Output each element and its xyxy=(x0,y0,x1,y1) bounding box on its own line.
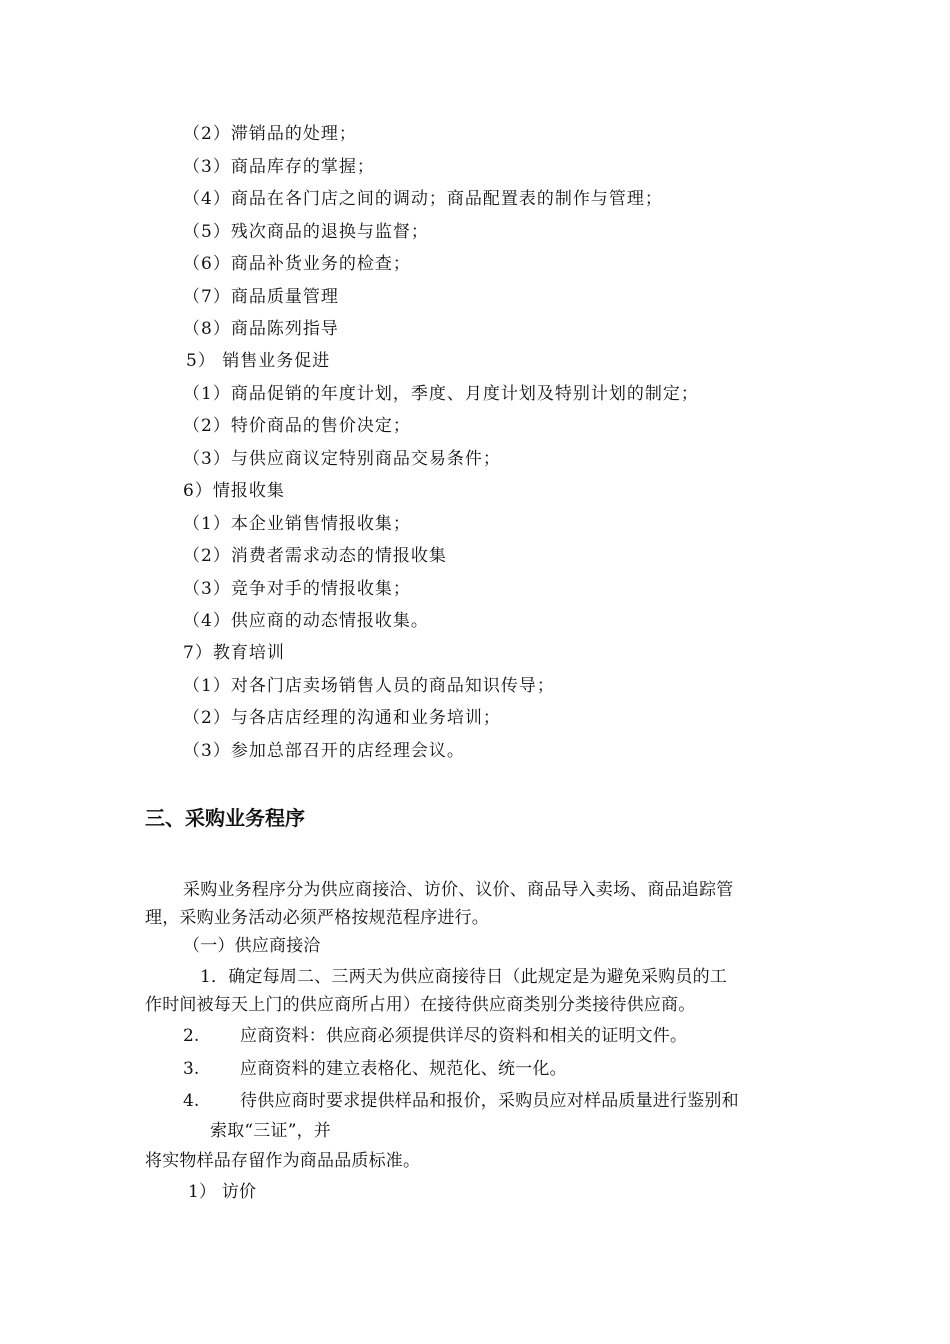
paragraph-line: 将实物样品存留作为商品品质标准。 xyxy=(145,1151,421,1171)
sub-item-title: 1） 访价 xyxy=(188,1182,257,1202)
list-item: （3）竞争对手的情报收集； xyxy=(183,579,411,599)
list-item: （2）特价商品的售价决定； xyxy=(183,416,411,436)
paragraph-line: 待供应商时要求提供样品和报价，采购员应对样品质量进行鉴别和 xyxy=(240,1091,739,1111)
item-number: 3. xyxy=(183,1059,200,1079)
item-number: 4. xyxy=(183,1091,200,1111)
list-item: （3）与供应商议定特别商品交易条件； xyxy=(183,449,501,469)
section-title: 6）情报收集 xyxy=(183,481,285,501)
sub-heading: （一）供应商接洽 xyxy=(183,936,321,956)
list-item: （8）商品陈列指导 xyxy=(183,319,339,339)
list-item: （2）消费者需求动态的情报收集 xyxy=(183,546,447,566)
chapter-heading: 三、采购业务程序 xyxy=(145,806,305,830)
list-item: （4）商品在各门店之间的调动；商品配置表的制作与管理； xyxy=(183,189,663,209)
paragraph-line: 采购业务程序分为供应商接洽、访价、议价、商品导入卖场、商品追踪管 xyxy=(183,880,734,900)
paragraph-line: 理，采购业务活动必须严格按规范程序进行。 xyxy=(145,908,489,928)
section-title: 7）教育培训 xyxy=(183,643,285,663)
paragraph-line: 索取“三证”，并 xyxy=(210,1121,331,1141)
item-number: 2. xyxy=(183,1026,200,1046)
list-item: （4）供应商的动态情报收集。 xyxy=(183,611,429,631)
list-item: （3）商品库存的掌握； xyxy=(183,157,375,177)
list-item: （1）对各门店卖场销售人员的商品知识传导； xyxy=(183,676,555,696)
list-item: （6）商品补货业务的检查； xyxy=(183,254,411,274)
list-item: （3）参加总部召开的店经理会议。 xyxy=(183,741,465,761)
list-item: （5）残次商品的退换与监督； xyxy=(183,222,429,242)
list-item: （1）商品促销的年度计划，季度、月度计划及特别计划的制定； xyxy=(183,384,699,404)
list-item: （2）滞销品的处理； xyxy=(183,124,357,144)
section-title: 5） 销售业务促进 xyxy=(186,351,331,371)
paragraph-line: 应商资料的建立表格化、规范化、统一化。 xyxy=(240,1059,567,1079)
paragraph-line: 应商资料：供应商必须提供详尽的资料和相关的证明文件。 xyxy=(240,1026,688,1046)
list-item: （2）与各店店经理的沟通和业务培训； xyxy=(183,708,501,728)
paragraph-line: 1．确定每周二、三两天为供应商接待日（此规定是为避免采购员的工 xyxy=(200,967,728,987)
list-item: （1）本企业销售情报收集； xyxy=(183,514,411,534)
list-item: （7）商品质量管理 xyxy=(183,287,339,307)
paragraph-line: 作时间被每天上门的供应商所占用）在接待供应商类别分类接待供应商。 xyxy=(145,995,696,1015)
